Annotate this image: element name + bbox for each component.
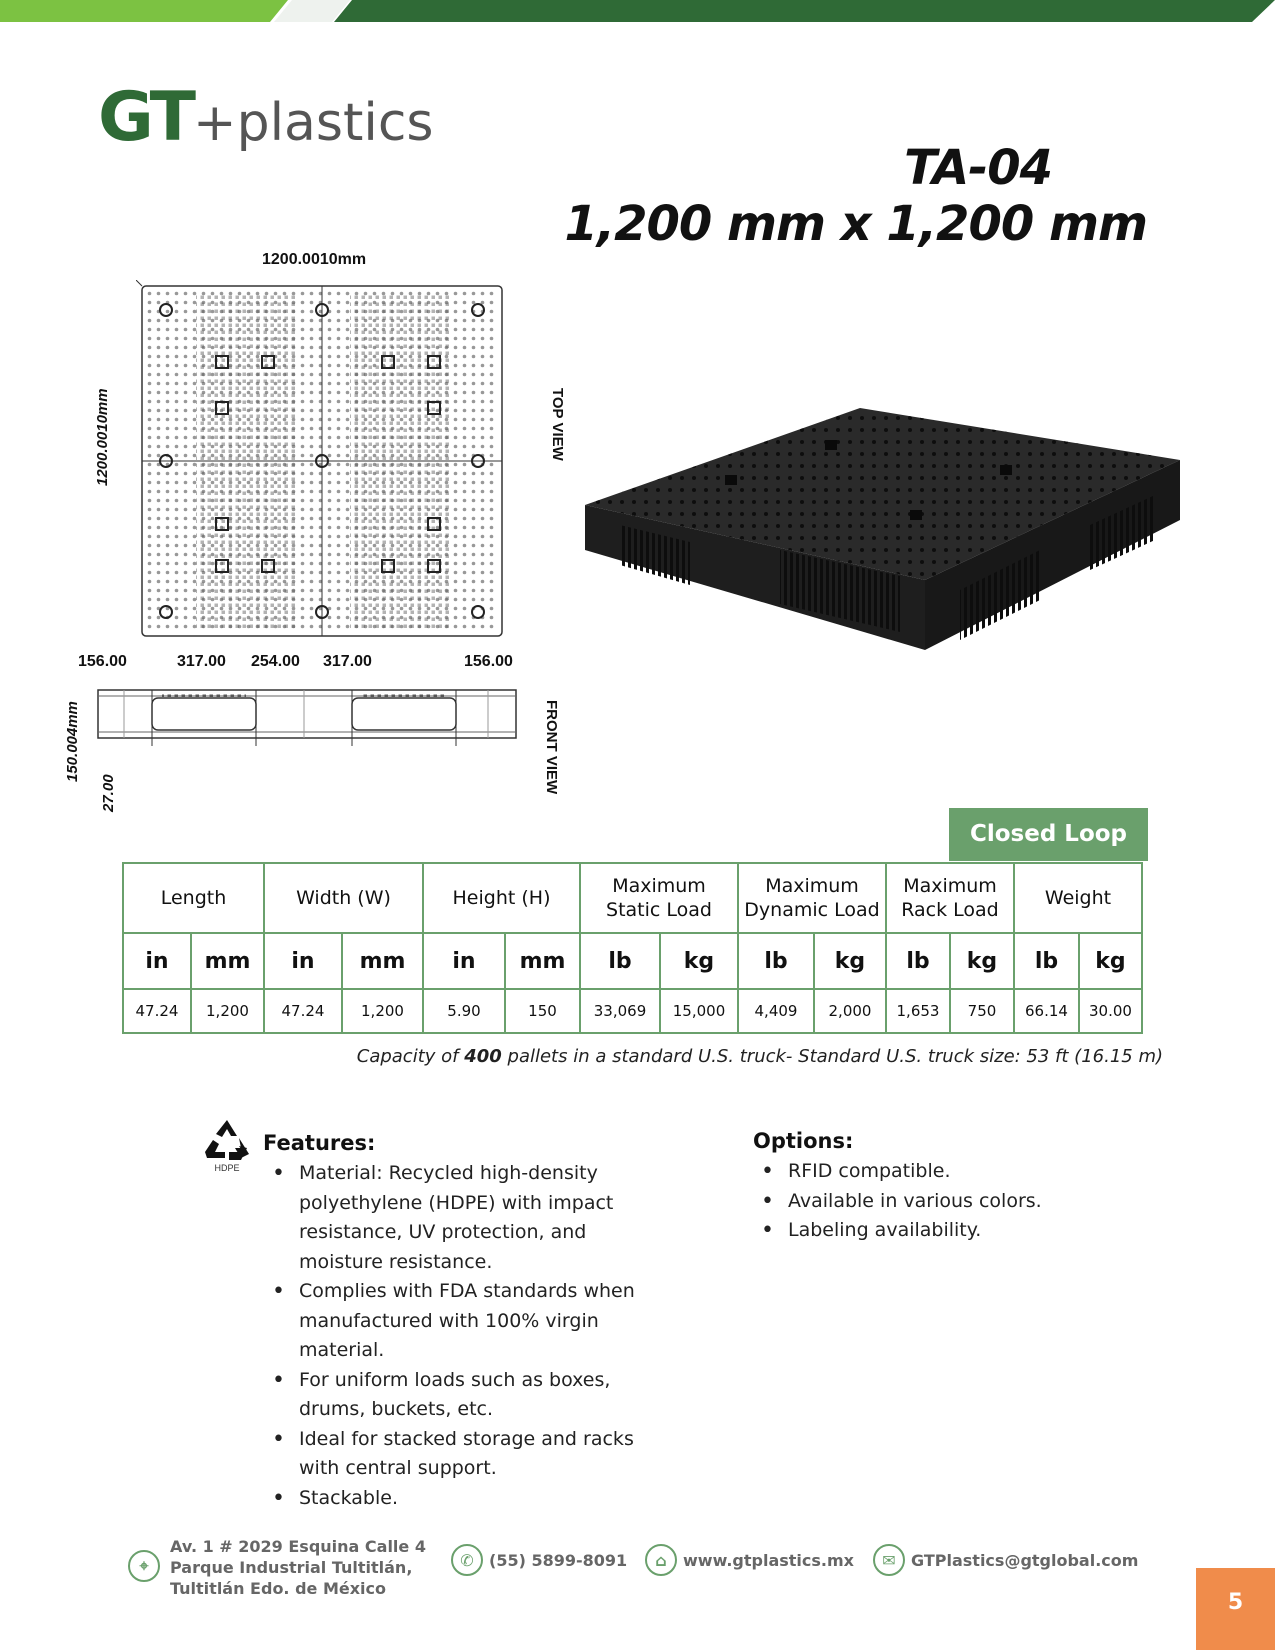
table-header-row [123, 863, 1142, 933]
unit-cell: lb [886, 933, 950, 989]
unit-cell: mm [342, 933, 423, 989]
header-width: Width (W) [264, 863, 423, 933]
closed-loop-badge: Closed Loop [949, 808, 1148, 861]
unit-cell: kg [814, 933, 886, 989]
value-cell: 5.90 [423, 989, 505, 1033]
header-static-load [580, 863, 738, 933]
top-view-drawing [136, 280, 508, 642]
value-cell: 15,000 [660, 989, 738, 1033]
unit-cell: lb [1014, 933, 1079, 989]
options-list [753, 1157, 1153, 1246]
footer-phone[interactable] [451, 1544, 627, 1576]
unit-cell: in [264, 933, 342, 989]
header-rack-load-line2: Rack Load [901, 899, 999, 921]
option-item: • Labeling availability. [753, 1216, 1153, 1246]
value-cell: 30.00 [1079, 989, 1142, 1033]
capacity-prefix: Capacity of [356, 1046, 465, 1067]
website-link[interactable]: www.gtplastics.mx [683, 1550, 854, 1570]
header-static-load-line1: Maximum [612, 875, 706, 897]
top-accent-bar [0, 0, 1275, 22]
footer-address [128, 1536, 426, 1599]
unit-cell: in [123, 933, 191, 989]
recycle-hdpe-icon [202, 1118, 252, 1173]
capacity-count: 400 [464, 1046, 502, 1067]
phone-number[interactable]: (55) 5899-8091 [489, 1550, 628, 1570]
home-icon: ⌂ [645, 1544, 677, 1576]
option-item: • RFID compatible. [753, 1157, 1153, 1187]
model-size: 1,200 mm x 1,200 mm [564, 196, 1147, 252]
header-static-load-line2: Static Load [606, 899, 712, 921]
capacity-suffix: pallets in a standard U.S. truck- Standard U.S. truck size: 53 ft (16.15 m) [501, 1046, 1163, 1067]
value-cell: 1,200 [191, 989, 264, 1033]
footer-website[interactable] [645, 1544, 854, 1576]
model-name: TA-04 [904, 140, 1052, 196]
recycle-icon [203, 1118, 251, 1162]
unit-cell: lb [580, 933, 660, 989]
product-title [564, 140, 1147, 252]
header-length: Length [123, 863, 264, 933]
specifications-table [122, 862, 1143, 1034]
header-weight: Weight [1014, 863, 1142, 933]
value-cell: 1,200 [342, 989, 423, 1033]
features-title: Features: [263, 1131, 376, 1155]
logo-suffix: +plastics [193, 93, 434, 153]
front-height-dimension: 150.004mm [64, 701, 81, 782]
value-cell: 66.14 [1014, 989, 1079, 1033]
feature-item: • Stackable. [264, 1484, 664, 1514]
front-deck-dimension: 27.00 [100, 774, 117, 812]
feature-item: • Ideal for stacked storage and racks with central support. [264, 1425, 664, 1484]
top-view-label: TOP VIEW [549, 388, 566, 461]
hdpe-label: HDPE [214, 1163, 240, 1173]
location-pin-icon: ⌖ [128, 1550, 160, 1582]
value-cell: 47.24 [264, 989, 342, 1033]
header-rack-load [886, 863, 1014, 933]
top-width-dimension: 1200.0010mm [262, 251, 367, 268]
capacity-note [357, 1046, 1163, 1067]
pallet-photo [580, 400, 1190, 665]
feature-item: • Material: Recycled high-density polyethylene (HDPE) with impact resistance, UV protection, and moisture resistance. [264, 1159, 664, 1277]
unit-cell: mm [191, 933, 264, 989]
mail-icon: ✉ [873, 1544, 905, 1576]
header-dynamic-load-line2: Dynamic Load [744, 899, 880, 921]
value-cell: 1,653 [886, 989, 950, 1033]
table-values-row [123, 989, 1142, 1033]
options-title: Options: [753, 1129, 854, 1153]
front-view-drawing [96, 686, 520, 752]
logo-brand: GT [98, 78, 194, 157]
address-line-2: Parque Industrial Tultitlán, [170, 1558, 413, 1577]
address-line-3: Tultitlán Edo. de México [170, 1579, 387, 1598]
email-link[interactable]: GTPlastics@gtglobal.com [911, 1550, 1139, 1570]
header-dynamic-load [738, 863, 886, 933]
front-dim-1: 156.00 [78, 653, 127, 670]
value-cell: 2,000 [814, 989, 886, 1033]
unit-cell: in [423, 933, 505, 989]
value-cell: 47.24 [123, 989, 191, 1033]
header-dynamic-load-line1: Maximum [765, 875, 859, 897]
value-cell: 150 [505, 989, 580, 1033]
feature-item: • Complies with FDA standards when manufactured with 100% virgin material. [264, 1277, 664, 1366]
value-cell: 33,069 [580, 989, 660, 1033]
front-dim-2: 317.00 [177, 653, 226, 670]
header-height: Height (H) [423, 863, 580, 933]
value-cell: 4,409 [738, 989, 814, 1033]
gt-plastics-logo [98, 78, 434, 163]
footer-email[interactable] [873, 1544, 1138, 1576]
header-rack-load-line1: Maximum [903, 875, 997, 897]
unit-cell: kg [660, 933, 738, 989]
value-cell: 750 [950, 989, 1014, 1033]
unit-cell: kg [950, 933, 1014, 989]
table-units-row [123, 933, 1142, 989]
unit-cell: lb [738, 933, 814, 989]
front-dim-4: 317.00 [323, 653, 372, 670]
unit-cell: kg [1079, 933, 1142, 989]
top-length-dimension: 1200.0010mm [94, 388, 111, 486]
address-line-1: Av. 1 # 2029 Esquina Calle 4 [170, 1537, 426, 1556]
page-number: 5 [1196, 1568, 1275, 1650]
features-list [264, 1159, 664, 1513]
front-dim-3: 254.00 [251, 653, 300, 670]
option-item: • Available in various colors. [753, 1187, 1153, 1217]
unit-cell: mm [505, 933, 580, 989]
phone-icon: ✆ [451, 1544, 483, 1576]
feature-item: • For uniform loads such as boxes, drums, buckets, etc. [264, 1366, 664, 1425]
front-dim-5: 156.00 [464, 653, 513, 670]
front-view-label: FRONT VIEW [543, 700, 560, 795]
